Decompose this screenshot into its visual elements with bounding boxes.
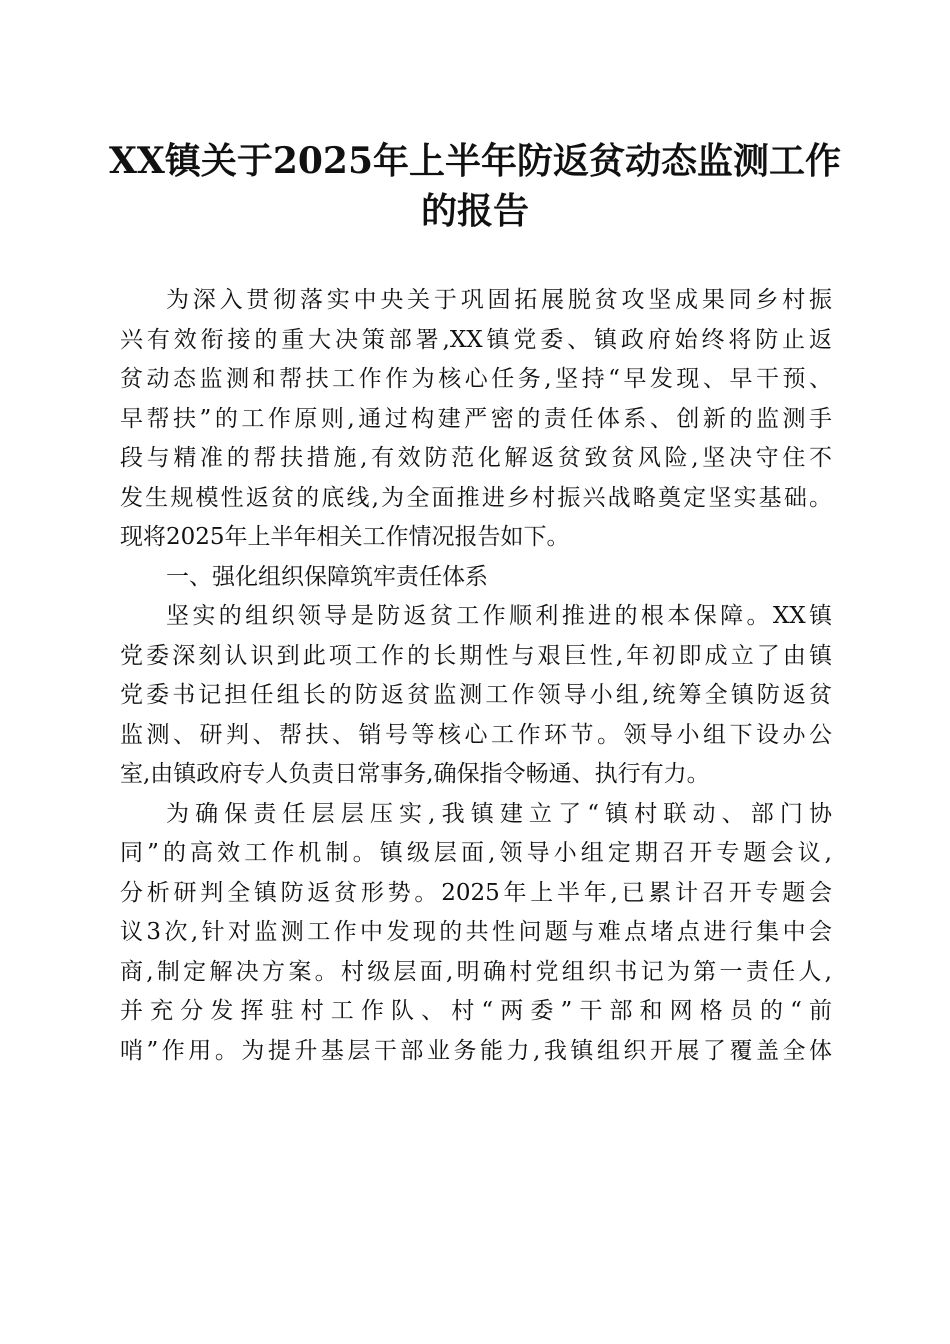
document-title xyxy=(100,136,850,236)
paragraph-line: 同”的高效工作机制。镇级层面,领导小组定期召开专题会议, xyxy=(120,840,832,866)
section-paragraph-2 xyxy=(120,795,832,1072)
paragraph-line: 室,由镇政府专人负责日常事务,确保指令畅通、执行有力。 xyxy=(120,761,710,787)
paragraph-line: 为确保责任层层压实,我镇建立了“镇村联动、部门协 xyxy=(166,800,832,827)
title-line-1: XX镇关于2025年上半年防返贫动态监测工作 xyxy=(108,140,842,182)
document-body xyxy=(120,281,832,1071)
paragraph-line: 商,制定解决方案。村级层面,明确村党组织书记为第一责任人, xyxy=(120,958,832,985)
section-heading: 一、强化组织保障筑牢责任体系 xyxy=(166,563,488,590)
paragraph-line: 现将2025年上半年相关工作情况报告如下。 xyxy=(120,524,570,550)
paragraph-line: 党委书记担任组长的防返贫监测工作领导小组,统筹全镇防返贫 xyxy=(120,682,832,708)
paragraph-line: 分析研判全镇防返贫形势。2025年上半年,已累计召开专题会 xyxy=(120,879,832,906)
paragraph-line: 监测、研判、帮扶、销号等核心工作环节。领导小组下设办公 xyxy=(120,721,832,748)
paragraph-line: 哨”作用。为提升基层干部业务能力,我镇组织开展了覆盖全体 xyxy=(120,1037,832,1064)
paragraph-line: 议3次,针对监测工作中发现的共性问题与难点堵点进行集中会 xyxy=(120,919,832,945)
paragraph-line: 党委深刻认识到此项工作的长期性与艰巨性,年初即成立了由镇 xyxy=(120,642,832,669)
title-line-2: 的报告 xyxy=(420,190,529,232)
paragraph-line: 为深入贯彻落实中央关于巩固拓展脱贫攻坚成果同乡村振 xyxy=(166,287,832,313)
paragraph-line: 早帮扶”的工作原则,通过构建严密的责任体系、创新的监测手 xyxy=(120,405,832,432)
paragraph-line: 坚实的组织领导是防返贫工作顺利推进的根本保障。XX镇 xyxy=(166,603,832,629)
paragraph-line: 兴有效衔接的重大决策部署,XX镇党委、镇政府始终将防止返 xyxy=(120,326,832,353)
paragraph-line: 并充分发挥驻村工作队、村“两委”干部和网格员的“前 xyxy=(120,998,832,1024)
intro-paragraph xyxy=(120,281,832,558)
paragraph-line: 发生规模性返贫的底线,为全面推进乡村振兴战略奠定坚实基础。 xyxy=(120,484,832,511)
paragraph-line: 段与精准的帮扶措施,有效防范化解返贫致贫风险,坚决守住不 xyxy=(120,445,832,471)
section-paragraph-1 xyxy=(120,597,832,795)
paragraph-line: 贫动态监测和帮扶工作作为核心任务,坚持“早发现、早干预、 xyxy=(120,366,832,392)
